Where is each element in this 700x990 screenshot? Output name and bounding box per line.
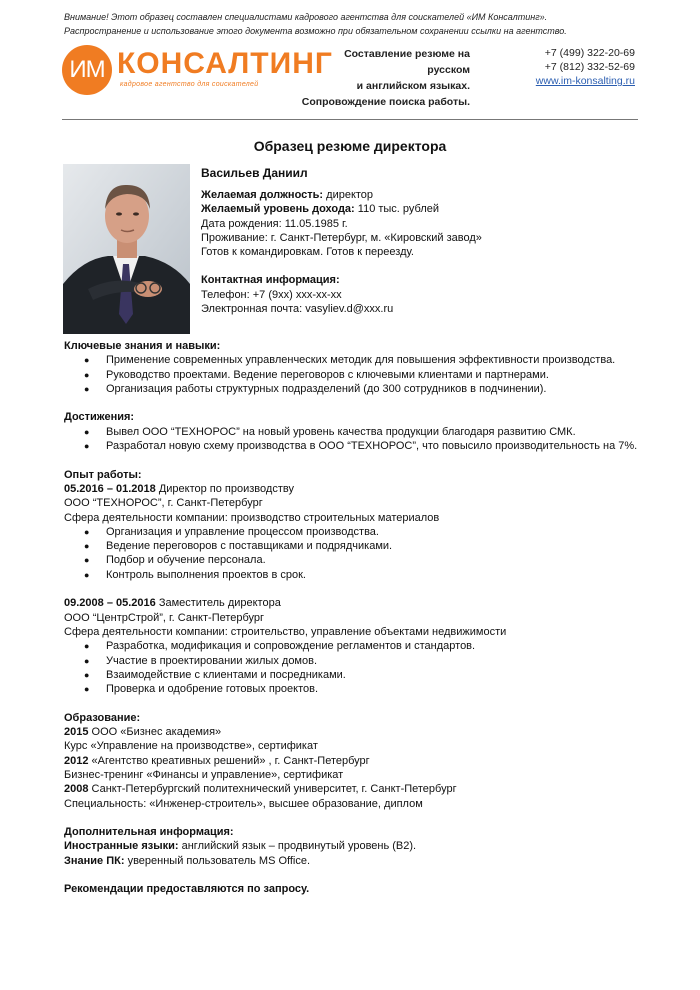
candidate-email: Электронная почта: vasyliev.d@xxx.ru [201,303,394,316]
resume-body [64,339,664,897]
recommendations-note: Рекомендации предоставляются по запросу. [64,883,310,896]
agency-contacts [505,46,635,88]
education-entry-1: 2015 ООО «Бизнес академия» [64,726,222,739]
education-year: 2012 [64,754,89,767]
job-1-sphere: Сфера деятельности компании: производство строительных материалов [64,511,440,524]
desired-position [201,188,641,202]
birth-date: Дата рождения: 11.05.1985 г. [201,217,348,230]
job-1-company: ООО “ТЕХНОРОС”, г. Санкт-Петербург [64,497,263,510]
candidate-profile [201,188,641,316]
logo-mark: ИМ [62,45,112,95]
achievements-heading: Достижения: [64,411,135,424]
skills-heading: Ключевые знания и навыки: [64,340,221,352]
list-item: ● Вывел ООО “ТЕХНОРОС” на новый уровень качества продукции благодаря развитию СМК. [64,425,664,439]
education-entry-2: 2012 «Агентство креативных решений» , г. Санкт-Петербург [64,754,370,767]
education-heading: Образование: [64,711,141,724]
services-line-2: и английском языках. [356,80,470,92]
agency-website-link[interactable]: www.im-konsalting.ru [535,75,635,87]
candidate-portrait-illustration [63,164,190,334]
list-item: ● Применение современных управленческих методик для повышения эффективности производства. [64,353,664,367]
list-item: ● Подбор и обучение персонала. [64,553,664,567]
header-divider [62,119,638,120]
education-year: 2015 [64,726,89,739]
desired-position-label: Желаемая должность: [201,189,324,201]
pc-skills: Знание ПК: уверенный пользователь MS Office. [64,854,311,867]
services-line-1: Составление резюме на русском [344,48,470,76]
education-course-1: Курс «Управление на производстве», сертификат [64,740,318,753]
candidate-photo [63,164,190,334]
page-title: Образец резюме директора [253,138,447,154]
list-item: ● Проверка и одобрение готовых проектов. [64,682,664,696]
job-2-duties [64,639,664,696]
agency-phone-2: +7 (812) 332-52-69 [544,61,635,73]
education-course-2: Бизнес-тренинг «Финансы и управление», сертификат [64,768,344,781]
notice-line-2: Распространение и использование этого документа возможно при обязательном сохранении ссылки на агентство. [64,26,567,36]
job-1-duties [64,525,664,582]
skills-list [64,353,664,396]
contacts-heading: Контактная информация: [201,274,340,287]
list-item: ● Руководство проектами. Ведение переговоров с ключевыми клиентами и партнерами. [64,368,664,382]
achievements-list [64,425,664,454]
logo-wordmark: КОНСАЛТИНГ [117,47,333,80]
education-year: 2008 [64,783,89,796]
job-period: 05.2016 – 01.2018 [64,482,156,495]
agency-phone-1: +7 (499) 322-20-69 [544,47,635,59]
candidate-phone: Телефон: +7 (9хх) ххх-хх-хх [201,288,342,301]
job-2-company: ООО “ЦентрСтрой”, г. Санкт-Петербург [64,611,265,624]
list-item: ● Контроль выполнения проектов в срок. [64,568,664,582]
desired-position-value: директор [323,189,374,201]
list-item: ● Организация и управление процессом производства. [64,525,664,539]
logo-tagline: кадровое агентство для соискателей [120,81,259,88]
notice-line-1: Внимание! Этот образец составлен специалистами кадрового агентства для соискателей «ИМ Консалтинг». [64,12,548,22]
desired-income [201,202,641,216]
experience-heading: Опыт работы: [64,468,142,481]
education-course-3: Специальность: «Инженер-строитель», высшее образование, диплом [64,797,423,810]
list-item: ● Взаимодействие с клиентами и посредниками. [64,668,664,682]
job-2-sphere: Сфера деятельности компании: строительство, управление объектами недвижимости [64,625,507,638]
list-item: ● Разработка, модификация и сопровождение регламентов и стандартов. [64,639,664,653]
job-role: Директор по производству [155,482,294,495]
agency-logo [62,45,333,97]
desired-income-label: Желаемый уровень дохода: [201,203,355,216]
desired-income-value: 110 тыс. рублей [354,203,440,216]
residence: Проживание: г. Санкт-Петербург, м. «Кировский завод» [201,231,482,244]
list-item: ● Участие в проектировании жилых домов. [64,654,664,668]
additional-heading: Дополнительная информация: [64,826,234,839]
travel-readiness: Готов к командировкам. Готов к переезду. [201,246,414,259]
education-entry-3: 2008 Санкт-Петербургский политехнический университет, г. Санкт-Петербург [64,783,457,796]
list-item: ● Организация работы структурных подразделений (до 300 сотрудников в подчинении). [64,382,664,396]
candidate-name: Васильев Даниил [201,166,308,180]
services-line-3: Сопровождение поиска работы. [301,96,470,108]
job-period: 09.2008 – 05.2016 [64,597,156,610]
agency-services [300,46,470,110]
agency-notice [64,10,644,38]
list-item: ● Ведение переговоров с поставщиками и подрядчиками. [64,539,664,553]
job-2-title [64,596,664,610]
list-item: ● Разработал новую схему производства в ООО “ТЕХНОРОС”, что повысило производительность на 7%. [64,439,664,453]
foreign-languages: Иностранные языки: английский язык – продвинутый уровень (B2). [64,840,417,853]
job-role: Заместитель директора [155,597,281,610]
job-1-title [64,482,664,496]
